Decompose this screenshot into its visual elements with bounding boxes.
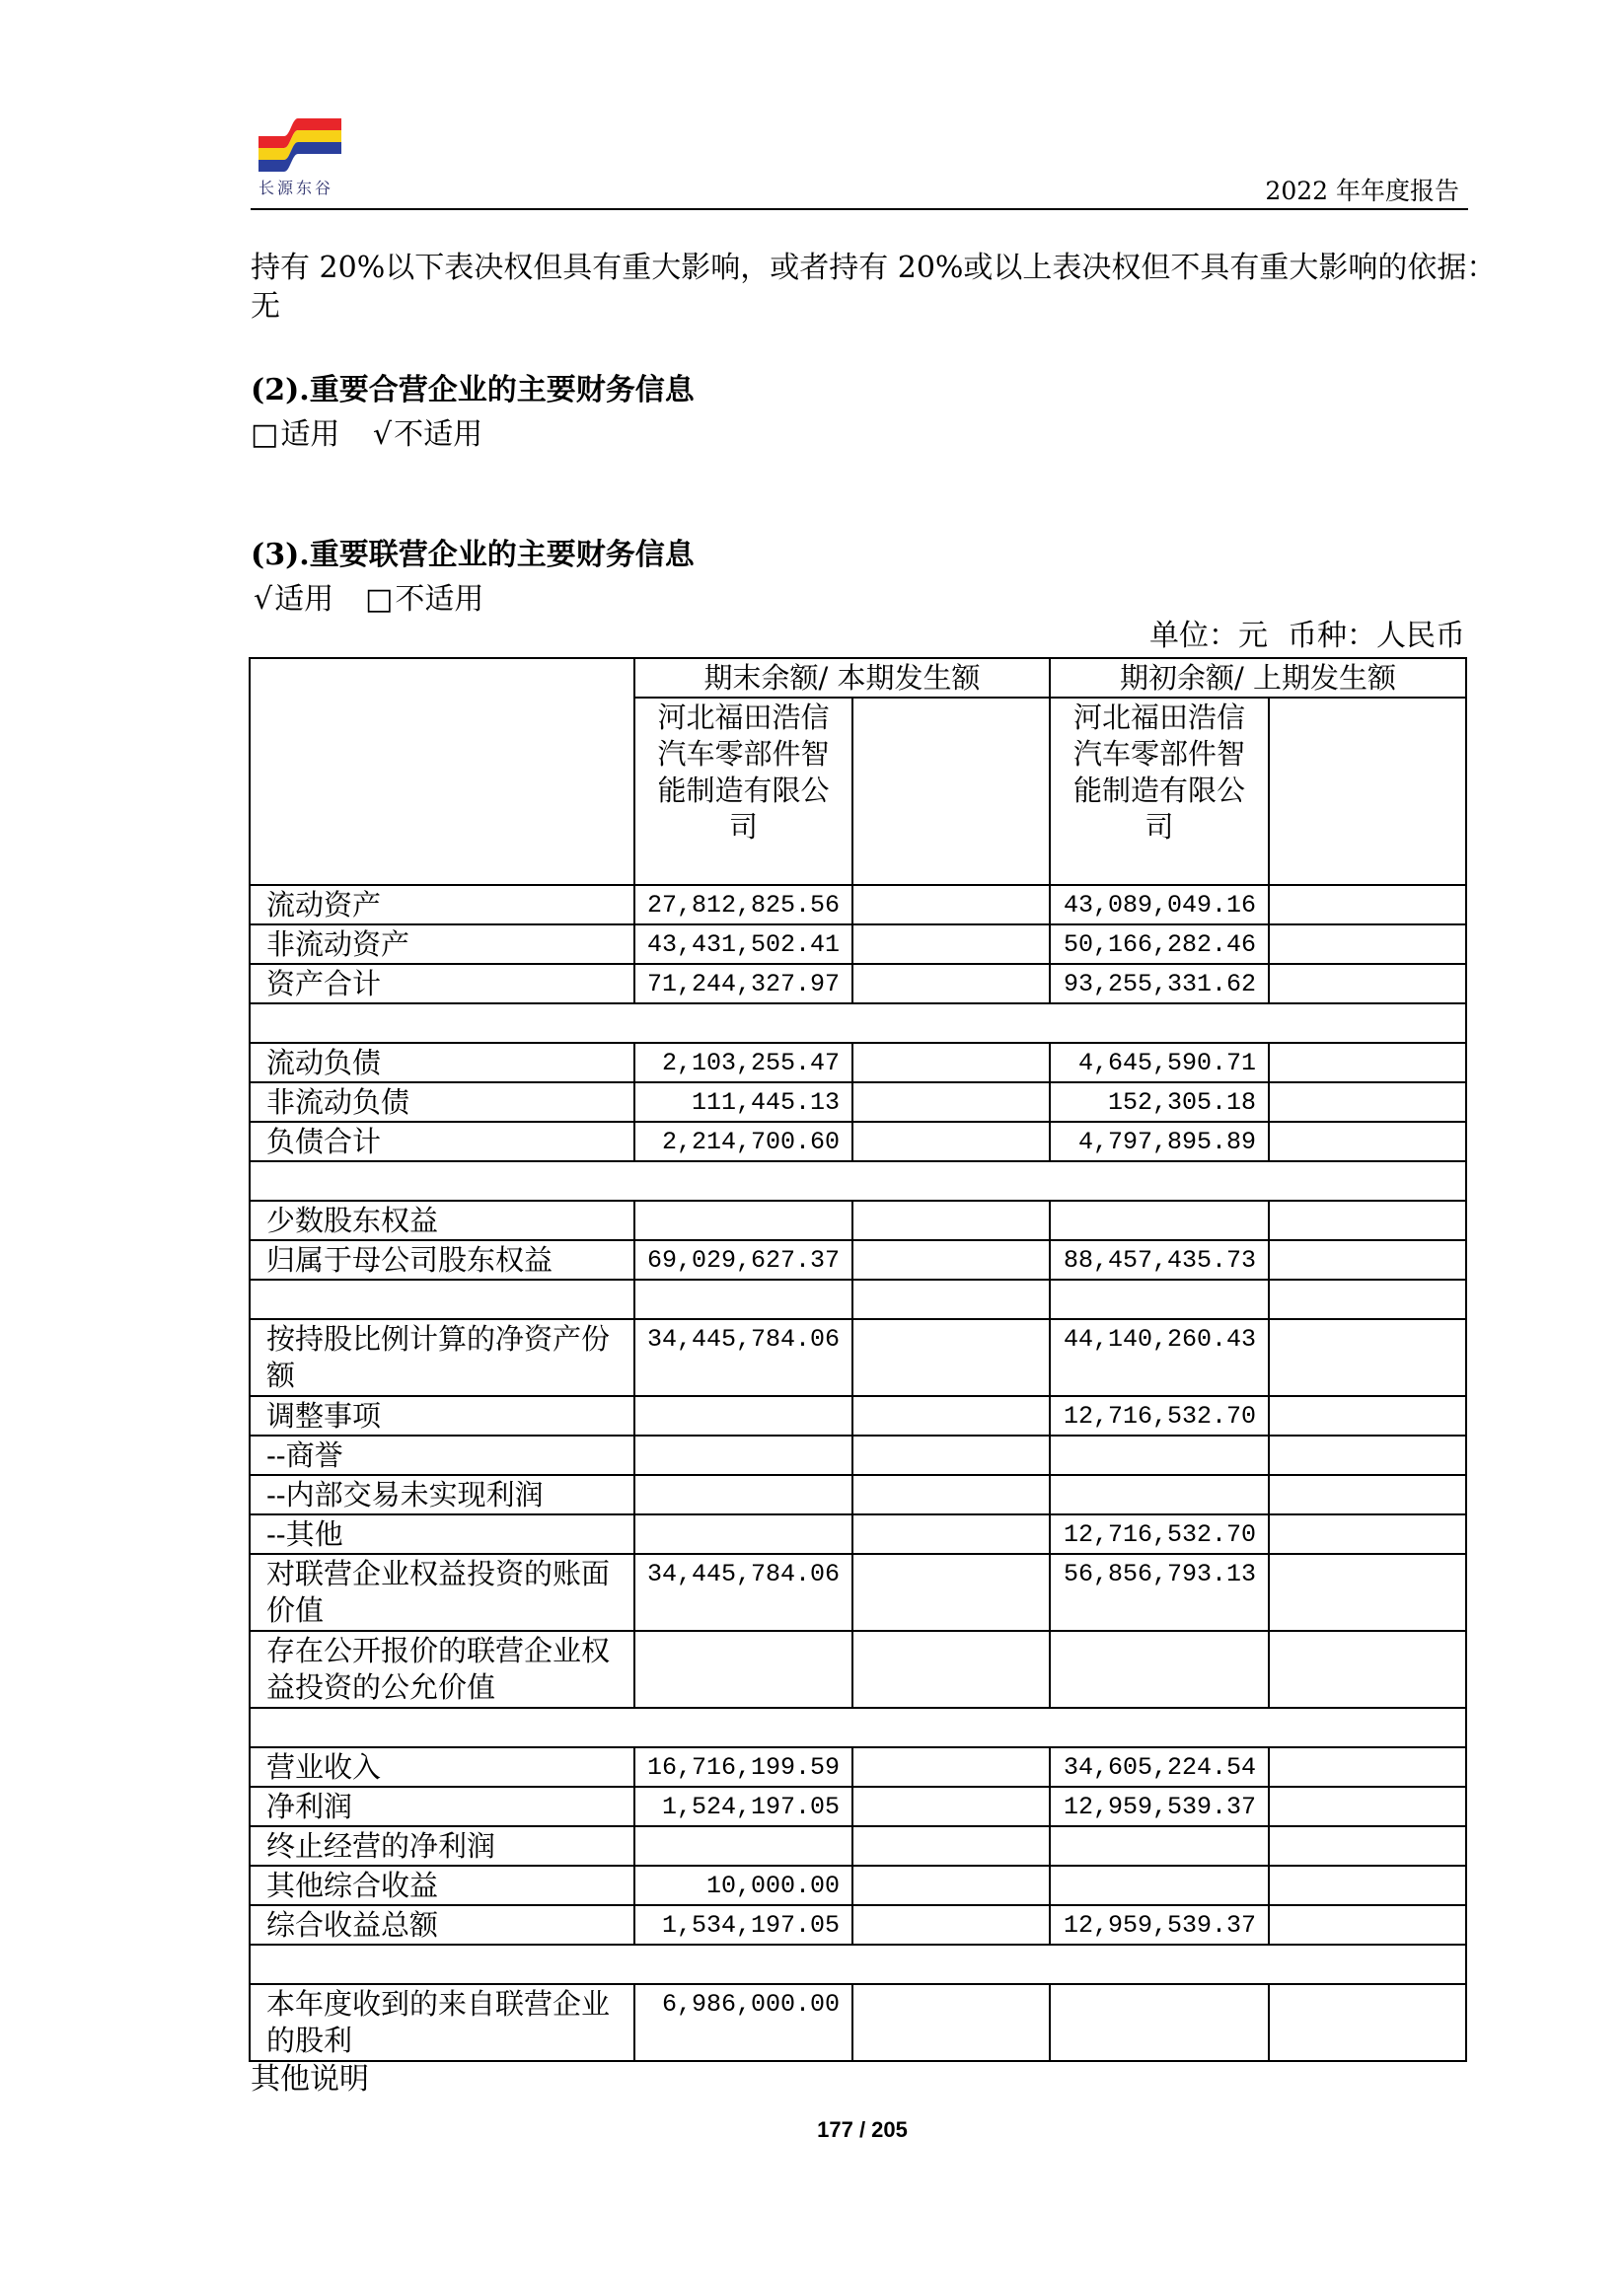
row-label: 存在公开报价的联营企业权益投资的公允价值: [250, 1631, 634, 1708]
current-period-value: 6,986,000.00: [634, 1984, 852, 2061]
prior-period-value: 12,959,539.37: [1050, 1905, 1269, 1945]
empty-cell: [1269, 1396, 1466, 1436]
row-label: 营业收入: [250, 1747, 634, 1787]
prior-period-value: 56,856,793.13: [1050, 1554, 1269, 1631]
prior-period-value: 12,959,539.37: [1050, 1787, 1269, 1826]
prior-period-value: [1050, 1984, 1269, 2061]
empty-cell: [1269, 1787, 1466, 1826]
empty-cell: [852, 1905, 1050, 1945]
current-period-value: [634, 1514, 852, 1554]
empty-cell: [1269, 1475, 1466, 1514]
row-label: 对联营企业权益投资的账面价值: [250, 1554, 634, 1631]
empty-cell: [852, 1082, 1050, 1122]
empty-cell: [852, 885, 1050, 924]
empty-cell: [1269, 924, 1466, 964]
row-current-liabilities: [250, 1043, 1466, 1082]
empty-cell: [1269, 1866, 1466, 1905]
empty-cell: [852, 1826, 1050, 1866]
prior-period-value: 152,305.18: [1050, 1082, 1269, 1122]
row-total-assets: [250, 964, 1466, 1003]
row-minority-interest: [250, 1201, 1466, 1240]
current-period-value: 34,445,784.06: [634, 1319, 852, 1396]
current-period-value: [634, 1396, 852, 1436]
row-label: --其他: [250, 1514, 634, 1554]
row-label: 归属于母公司股东权益: [250, 1240, 634, 1280]
empty-cell: [852, 1280, 1050, 1319]
empty-cell: [1269, 1514, 1466, 1554]
empty-cell: [852, 1396, 1050, 1436]
section2-option-not-applicable: [373, 416, 482, 454]
empty-cell: [1269, 1319, 1466, 1396]
row-label: 资产合计: [250, 964, 634, 1003]
check-mark-icon: √: [254, 582, 273, 617]
empty-cell: [852, 924, 1050, 964]
company-name-current: 河北福田浩信汽车零部件智能制造有限公司: [634, 698, 852, 885]
check-mark-icon: √: [373, 417, 393, 452]
empty-cell: [852, 1747, 1050, 1787]
row-label: 调整事项: [250, 1396, 634, 1436]
associate-financial-table: [249, 657, 1467, 2062]
separator-row: [250, 1003, 1466, 1043]
prior-period-value: 88,457,435.73: [1050, 1240, 1269, 1280]
current-period-value: 71,244,327.97: [634, 964, 852, 1003]
row-current-assets: [250, 885, 1466, 924]
row-non-current-assets: [250, 924, 1466, 964]
empty-cell: [852, 1984, 1050, 2061]
current-period-value: [634, 1201, 852, 1240]
current-period-value: 10,000.00: [634, 1866, 852, 1905]
page-number: 177 / 205: [817, 2117, 908, 2142]
header-rule: [251, 208, 1468, 210]
row-operating-revenue: [250, 1747, 1466, 1787]
col-group-prior: 期初余额/ 上期发生额: [1050, 658, 1466, 698]
empty-cell: [852, 1043, 1050, 1082]
section3-title: (3).重要联营企业的主要财务信息: [251, 538, 695, 572]
prior-period-value: 50,166,282.46: [1050, 924, 1269, 964]
prior-period-value: 34,605,224.54: [1050, 1747, 1269, 1787]
prior-period-value: 44,140,260.43: [1050, 1319, 1269, 1396]
current-period-value: 2,103,255.47: [634, 1043, 852, 1082]
current-period-value: 1,534,197.05: [634, 1905, 852, 1945]
prior-period-value: 4,797,895.89: [1050, 1122, 1269, 1161]
current-period-value: 34,445,784.06: [634, 1554, 852, 1631]
row-equity-attributable-to-parent: [250, 1240, 1466, 1280]
row-label: 终止经营的净利润: [250, 1826, 634, 1866]
row-carrying-amount-of-investment: [250, 1554, 1466, 1631]
empty-cell: [1269, 1554, 1466, 1631]
separator-cell: [250, 1945, 1466, 1984]
currency-label: 币种：人民币: [1288, 619, 1465, 653]
empty-cell: [852, 1514, 1050, 1554]
empty-cell: [1269, 1240, 1466, 1280]
empty-cell: [1269, 1280, 1466, 1319]
separator-cell: [250, 1003, 1466, 1043]
empty-cell: [1269, 698, 1466, 885]
empty-cell: [1269, 1201, 1466, 1240]
basis-text: 持有 20%以下表决权但具有重大影响，或者持有 20%或以上表决权但不具有重大影响的依据：: [251, 251, 1497, 285]
current-period-value: [634, 1631, 852, 1708]
row-label: 综合收益总额: [250, 1905, 634, 1945]
current-period-value: 1,524,197.05: [634, 1787, 852, 1826]
empty-cell: [1050, 1280, 1269, 1319]
empty-cell: [852, 1436, 1050, 1475]
empty-cell: [852, 698, 1050, 885]
row-net-profit-discontinued-operations: [250, 1826, 1466, 1866]
company-logo: [258, 116, 343, 174]
basis-value: 无: [251, 289, 280, 324]
logo-text: 长源东谷: [258, 179, 334, 197]
option-label: 不适用: [395, 582, 484, 617]
empty-cell: [852, 1201, 1050, 1240]
option-label: 不适用: [394, 417, 483, 452]
company-name-prior: 河北福田浩信汽车零部件智能制造有限公司: [1050, 698, 1269, 885]
row-non-current-liabilities: [250, 1082, 1466, 1122]
option-label: 适用: [280, 417, 340, 452]
empty-cell: [1269, 1436, 1466, 1475]
section3-option-applicable: [254, 581, 333, 619]
row-net-profit: [250, 1787, 1466, 1826]
empty-cell: [1269, 1747, 1466, 1787]
empty-cell: [1269, 1984, 1466, 2061]
unit-label: 单位：元: [1149, 619, 1268, 653]
col-group-current: 期末余额/ 本期发生额: [634, 658, 1050, 698]
empty-cell: [852, 1122, 1050, 1161]
row-label: 流动负债: [250, 1043, 634, 1082]
section2-option-applicable: [251, 416, 339, 454]
prior-period-value: [1050, 1201, 1269, 1240]
empty-cell: [1269, 1082, 1466, 1122]
row-dividends-received: [250, 1984, 1466, 2061]
row-other-adjustments: [250, 1514, 1466, 1554]
empty-cell: [852, 1787, 1050, 1826]
current-period-value: 16,716,199.59: [634, 1747, 852, 1787]
row-label: 非流动负债: [250, 1082, 634, 1122]
row-label: --商誉: [250, 1436, 634, 1475]
separator-cell: [250, 1161, 1466, 1201]
row-unrealized-intra-group-profit: [250, 1475, 1466, 1514]
current-period-value: 2,214,700.60: [634, 1122, 852, 1161]
section3-option-not-applicable: [365, 581, 483, 619]
row-adjustments: [250, 1396, 1466, 1436]
option-label: 适用: [274, 582, 334, 617]
section2-title: (2).重要合营企业的主要财务信息: [251, 373, 695, 407]
empty-cell: [852, 1475, 1050, 1514]
current-period-value: 27,812,825.56: [634, 885, 852, 924]
row-total-comprehensive-income: [250, 1905, 1466, 1945]
row-share-of-net-assets: [250, 1319, 1466, 1396]
prior-period-value: 4,645,590.71: [1050, 1043, 1269, 1082]
empty-cell: [852, 1319, 1050, 1396]
checkbox-empty-icon: □: [365, 582, 394, 617]
empty-cell: [634, 1280, 852, 1319]
row-label: 净利润: [250, 1787, 634, 1826]
row-label: 非流动资产: [250, 924, 634, 964]
table-header-row: [250, 658, 1466, 698]
empty-cell: [852, 1631, 1050, 1708]
row-label: 按持股比例计算的净资产份额: [250, 1319, 634, 1396]
prior-period-value: [1050, 1475, 1269, 1514]
other-notes-heading: 其他说明: [251, 2062, 369, 2097]
separator-cell: [250, 1708, 1466, 1747]
separator-row: [250, 1945, 1466, 1984]
report-title: 2022 年年度报告: [1265, 177, 1459, 205]
prior-period-value: [1050, 1436, 1269, 1475]
row-label: 少数股东权益: [250, 1201, 634, 1240]
prior-period-value: [1050, 1866, 1269, 1905]
checkbox-empty-icon: □: [251, 417, 279, 452]
empty-cell: [852, 1240, 1050, 1280]
prior-period-value: 93,255,331.62: [1050, 964, 1269, 1003]
current-period-value: [634, 1826, 852, 1866]
empty-cell: [250, 1280, 634, 1319]
empty-cell: [852, 1866, 1050, 1905]
current-period-value: [634, 1475, 852, 1514]
empty-cell: [852, 1554, 1050, 1631]
empty-cell: [1269, 964, 1466, 1003]
blank-row: [250, 1280, 1466, 1319]
row-label: --内部交易未实现利润: [250, 1475, 634, 1514]
separator-row: [250, 1161, 1466, 1201]
row-label: 其他综合收益: [250, 1866, 634, 1905]
prior-period-value: [1050, 1631, 1269, 1708]
logo-icon: [258, 116, 341, 174]
header-corner-cell: [250, 658, 634, 885]
row-label: 流动资产: [250, 885, 634, 924]
row-goodwill: [250, 1436, 1466, 1475]
row-label: 负债合计: [250, 1122, 634, 1161]
empty-cell: [852, 964, 1050, 1003]
row-other-comprehensive-income: [250, 1866, 1466, 1905]
prior-period-value: 12,716,532.70: [1050, 1514, 1269, 1554]
current-period-value: 69,029,627.37: [634, 1240, 852, 1280]
empty-cell: [1269, 1826, 1466, 1866]
empty-cell: [1269, 885, 1466, 924]
empty-cell: [1269, 1043, 1466, 1082]
current-period-value: 43,431,502.41: [634, 924, 852, 964]
prior-period-value: 12,716,532.70: [1050, 1396, 1269, 1436]
prior-period-value: 43,089,049.16: [1050, 885, 1269, 924]
separator-row: [250, 1708, 1466, 1747]
empty-cell: [1269, 1122, 1466, 1161]
row-total-liabilities: [250, 1122, 1466, 1161]
empty-cell: [1269, 1631, 1466, 1708]
current-period-value: [634, 1436, 852, 1475]
empty-cell: [1269, 1905, 1466, 1945]
row-fair-value-of-quoted-investment: [250, 1631, 1466, 1708]
prior-period-value: [1050, 1826, 1269, 1866]
current-period-value: 111,445.13: [634, 1082, 852, 1122]
row-label: 本年度收到的来自联营企业的股利: [250, 1984, 634, 2061]
